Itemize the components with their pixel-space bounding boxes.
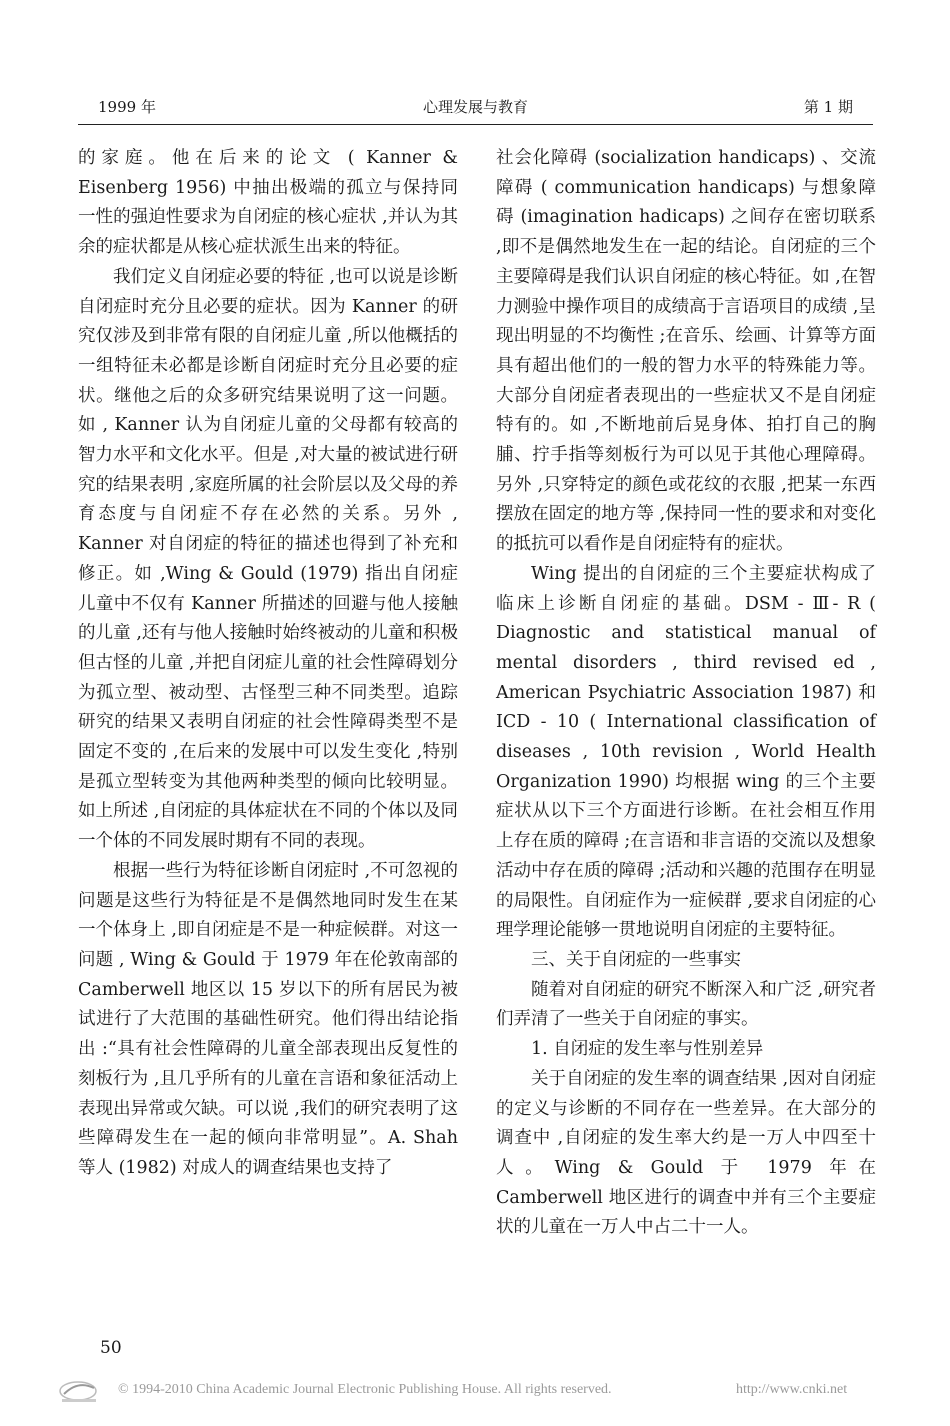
running-header: [78, 96, 873, 122]
paragraph-continued: 的家庭。他在后来的论文 ( Kanner & Eisenberg 1956) 中抽出极端的孤立与保持同一性的强迫性要求为自闭症的核心症状 ,并认为其余的症状都是从核心症状派生出来的特征。: [78, 148, 458, 258]
paragraph: 关于自闭症的发生率的调查结果 ,因对自闭症的定义与诊断的不同存在一些差异。在大部分的调查中 ,自闭症的发生率大约是一万人中四至十人。Wing & Gould 于 1979 年在 Camberwell 地区进行的调查中并有三个主要症状的儿童在一万人中占二十一人。: [496, 1068, 876, 1238]
paragraph: 随着对自闭症的研究不断深入和广泛 ,研究者们弄清了一些关于自闭症的事实。: [496, 979, 876, 1030]
header-rule: [78, 124, 873, 125]
publisher-logo-icon: [56, 1378, 106, 1404]
copyright-text: © 1994-2010 China Academic Journal Electronic Publishing House. All rights reserved.: [118, 1382, 612, 1397]
left-column: [78, 144, 458, 1184]
website-link[interactable]: http://www.cnki.net: [736, 1382, 848, 1397]
subsection-heading: 1. 自闭症的发生率与性别差异: [531, 1039, 764, 1060]
paragraph-continued: 社会化障碍 (socialization handicaps) 、交流障碍 ( communication handicaps) 与想象障碍 (imagination hadicaps) 之间存在密切联系 ,即不是偶然地发生在一起的结论。自闭症的三个主要障碍是我们认识自闭症的核心特征。如 ,在智力测验中操作项目的成绩高于言语项目的成绩 ,呈现出明显的不均衡性 ;在音乐、绘画、计算等方面具有超出他们的一般的智力水平的特殊能力等。大部分自闭症者表现出的一些症状又不是自闭症特有的。如 ,不断地前后晃身体、拍打自己的胸脯、拧手指等刻板行为可以见于其他心理障碍。另外 ,只穿特定的颜色或花纹的衣服 ,把某一东西摆放在固定的地方等 ,保持同一性的要求和对变化的抵抗可以看作是自闭症特有的症状。: [496, 148, 876, 555]
paragraph: Wing 提出的自闭症的三个主要症状构成了临床上诊断自闭症的基础。DSM - Ⅲ- R ( Diagnostic and statistical manual of mental disorders , third revised ed , American Psychiatric Association 1987) 和 ICD - 10 ( International classification of diseases , 10th revision , World Health Organization 1990) 均根据 wing 的三个主要症状从以下三个方面进行诊断。在社会相互作用上存在质的障碍 ;在言语和非言语的交流以及想象活动中存在质的障碍 ;活动和兴趣的范围存在明显的局限性。自闭症作为一症候群 ,要求自闭症的心理学理论能够一贯地说明自闭症的主要特征。: [496, 563, 876, 941]
header-year: 1999 年: [98, 98, 156, 116]
right-column: [496, 144, 876, 1243]
copyright-footer: [0, 1380, 950, 1404]
section-heading: 三、关于自闭症的一些事实: [531, 949, 741, 970]
header-journal-title: 心理发展与教育: [422, 98, 528, 116]
page-number: 50: [100, 1338, 122, 1358]
header-issue: 第 1 期: [803, 98, 853, 116]
paragraph: 根据一些行为特征诊断自闭症时 ,不可忽视的问题是这些行为特征是不是偶然地同时发生在某一个体身上 ,即自闭症是不是一种症候群。对这一问题 , Wing & Gould 于 1979 年在伦敦南部的 Camberwell 地区以 15 岁以下的所有居民为被试进行了大范围的基础性研究。他们得出结论指出 :“具有社会性障碍的儿童全部表现出反复性的刻板行为 ,且几乎所有的儿童在言语和象征活动上表现出异常或欠缺。可以说 ,我们的研究表明了这些障碍发生在一起的倾向非常明显”。A. Shah 等人 (1982) 对成人的调查结果也支持了: [78, 860, 458, 1178]
paragraph: 我们定义自闭症必要的特征 ,也可以说是诊断自闭症时充分且必要的症状。因为 Kanner 的研究仅涉及到非常有限的自闭症儿童 ,所以他概括的一组特征未必都是诊断自闭症时充分且必要的症状。继他之后的众多研究结果说明了这一问题。如 , Kanner 认为自闭症儿童的父母都有较高的智力水平和文化水平。但是 ,对大量的被试进行研究的结果表明 ,家庭所属的社会阶层以及父母的养育态度与自闭症不存在必然的关系。另外 , Kanner 对自闭症的特征的描述也得到了补充和修正。如 ,Wing & Gould (1979) 指出自闭症儿童中不仅有 Kanner 所描述的回避与他人接触的儿童 ,还有与他人接触时始终被动的儿童和积极但古怪的儿童 ,并把自闭症儿童的社会性障碍划分为孤立型、被动型、古怪型三种不同类型。追踪研究的结果又表明自闭症的社会性障碍类型不是固定不变的 ,在后来的发展中可以发生变化 ,特别是孤立型转变为其他两种类型的倾向比较明显。如上所述 ,自闭症的具体症状在不同的个体以及同一个体的不同发展时期有不同的表现。: [78, 266, 458, 852]
